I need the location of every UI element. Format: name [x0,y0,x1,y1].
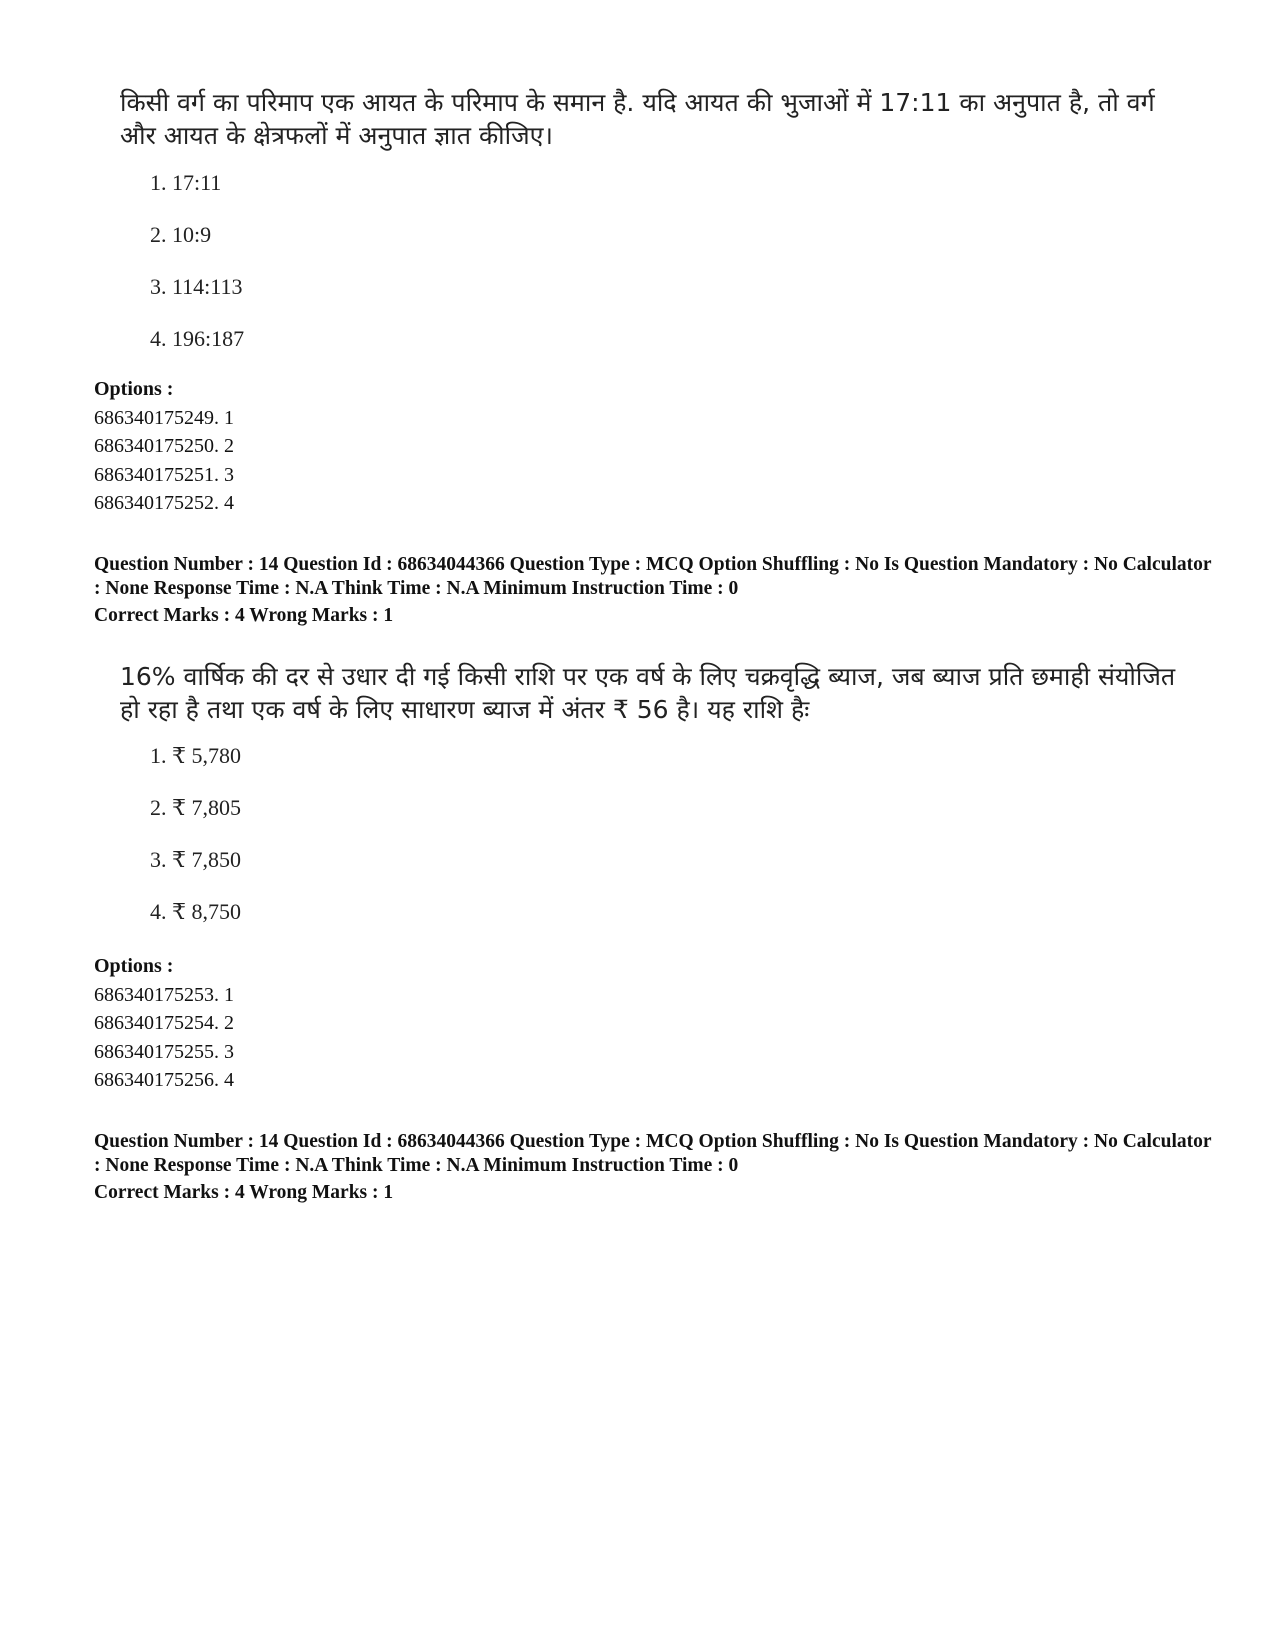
marks-line: Correct Marks : 4 Wrong Marks : 1 [94,605,394,626]
answer-choice: 1. ₹ 5,780 [150,743,241,768]
question-meta: Question Number : 14 Question Id : 68634044366 Question Type : MCQ Option Shuffling : No Is Question Mandatory : No Calculator : None Response Time : N.A Think Time : N.A Minimum Instruction Time : 0 [94,554,1212,599]
answer-choice: 4. 196:187 [150,326,245,351]
answer-choice: 3. ₹ 7,850 [150,847,241,872]
answer-choice: 4. ₹ 8,750 [150,899,241,924]
question-text: किसी वर्ग का परिमाप एक आयत के परिमाप के समान है. यदि आयत की भुजाओं में 17:11 का अनुपात है, तो वर्ग और आयत के क्षेत्रफलों में अनुपात ज्ञात कीजिए। [120,88,1155,150]
option-id: 686340175255. 3 [94,1041,234,1063]
options-heading: Options : [94,955,174,977]
question-meta: Question Number : 14 Question Id : 68634044366 Question Type : MCQ Option Shuffling : No Is Question Mandatory : No Calculator : None Response Time : N.A Think Time : N.A Minimum Instruction Time : 0 [94,1131,1212,1176]
answer-choice: 2. ₹ 7,805 [150,795,241,820]
options-heading: Options : [94,378,174,400]
answer-choice: 2. 10:9 [150,222,212,247]
question-text: 16% वार्षिक की दर से उधार दी गई किसी राशि पर एक वर्ष के लिए चक्रवृद्धि ब्याज, जब ब्याज प्रति छमाही संयोजित हो रहा है तथा एक वर्ष के लिए साधारण ब्याज में अंतर ₹ 56 है। यह राशि हैः [120,662,1176,724]
option-id: 686340175251. 3 [94,464,234,486]
option-id: 686340175253. 1 [94,984,234,1006]
option-id: 686340175254. 2 [94,1012,234,1034]
answer-choice: 3. 114:113 [150,274,243,299]
option-id: 686340175252. 4 [94,492,234,514]
option-id: 686340175256. 4 [94,1069,234,1091]
answer-choice: 1. 17:11 [150,170,222,195]
option-id: 686340175249. 1 [94,407,234,429]
option-id: 686340175250. 2 [94,435,234,457]
marks-line: Correct Marks : 4 Wrong Marks : 1 [94,1182,394,1203]
